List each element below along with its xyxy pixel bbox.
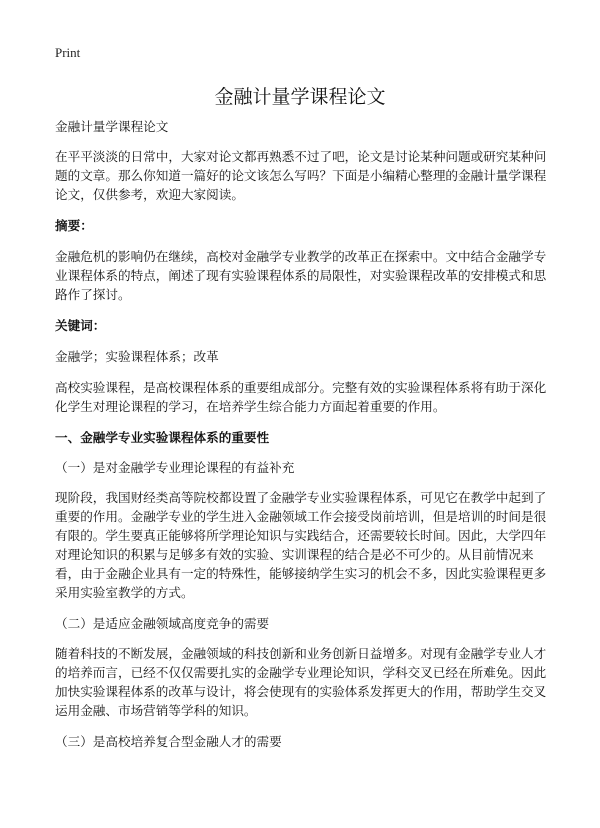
print-link[interactable]: Print [55,45,81,60]
body-paragraph: 现阶段，我国财经类高等院校都设置了金融学专业实验课程体系，可见它在教学中起到了重要的作用。金融学专业的学生进入金融领域工作会接受岗前培训，但是培训的时间是很有限的。学生要真正能够将所学理论知识与实践结合，还需要较长时间。因此，大学四年对理论知识的积累与足够多有效的实验、实训课程的结合是必不可少的。从目前情况来看，由于金融企业具有一定的特殊性，能够接纳学生实习的机会不多，因此实验课程更多采用实验室教学的方式。 [55,490,547,600]
body-paragraph: 随着科技的不断发展，金融领域的科技创新和业务创新日益增多。对现有金融学专业人才的培养而言，已经不仅仅需要扎实的金融学专业理论知识，学科交叉已经在所难免。因此加快实验课程体系的改革与设计，将会使现有的实验体系发挥更大的作用，帮助学生交叉运用金融、市场营销等学科的知识。 [55,646,547,718]
subsection-heading: （三）是高校培养复合型金融人才的需要 [55,734,282,749]
keywords-paragraph: 金融学；实验课程体系；改革 [55,349,219,364]
article-body [55,117,547,762]
intro-paragraph: 在平平淡淡的日常中，大家对论文都再熟悉不过了吧，论文是讨论某种问题或研究某种问题的文章。那么你知道一篇好的论文该怎么写吗？下面是小编精心整理的金融计量学课程论文，仅供参考，欢迎大家阅读。 [55,149,547,202]
article-subtitle: 金融计量学课程论文 [55,119,169,134]
body-paragraph: 高校实验课程，是高校课程体系的重要组成部分。完整有效的实验课程体系将有助于深化化学生对理论课程的学习，在培养学生综合能力方面起着重要的作用。 [55,380,547,414]
page-title: 金融计量学课程论文 [214,86,386,108]
abstract-paragraph: 金融危机的影响仍在继续，高校对金融学专业教学的改革正在探索中。文中结合金融学专业课程体系的特点，阐述了现有实验课程体系的局限性，对实验课程改革的安排模式和思路作了探讨。 [55,249,547,302]
section-heading: 一、金融学专业实验课程体系的重要性 [55,430,270,445]
subsection-heading: （二）是适应金融领域高度竞争的需要 [55,616,270,631]
keywords-label: 关键词： [55,318,106,333]
subsection-heading: （一）是对金融学专业理论课程的有益补充 [55,460,295,475]
abstract-label: 摘要： [55,218,93,233]
